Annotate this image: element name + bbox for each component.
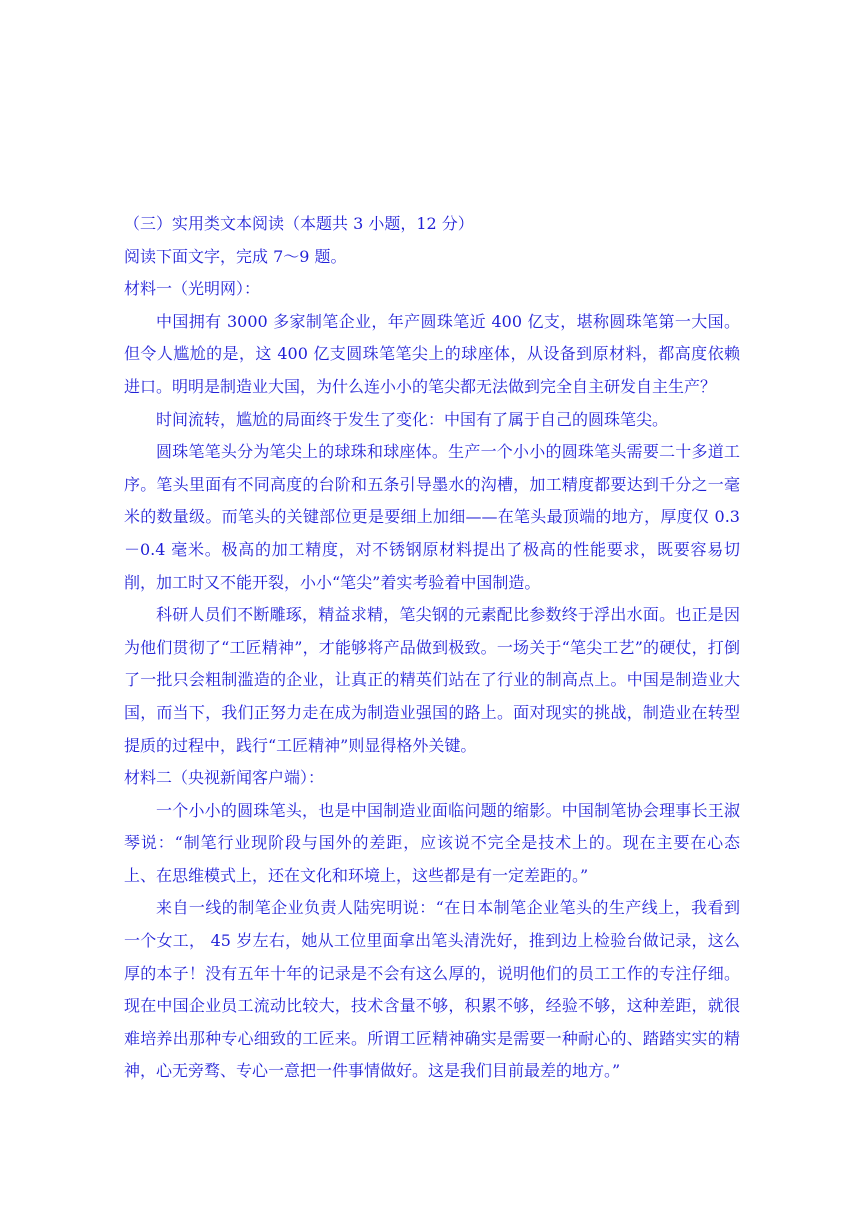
material-two-title: 材料二（央视新闻客户端）： [124,768,325,788]
reading-passage [124,208,740,1088]
material-two-paragraph: 一个小小的圆珠笔头，也是中国制造业面临问题的缩影。中国制笔协会理事长王淑琴说：“制笔行业现阶段与国外的差距，应该说不完全是技术上的。现在主要在心态上、在思维模式上，还在文化和环境上，这些都是有一定差距的。” [124,800,740,885]
material-one-paragraph: 科研人员们不断雕琢，精益求精，笔尖钢的元素配比参数终于浮出水面。也正是因为他们贯彻了“工匠精神”，才能够将产品做到极致。一场关于“笔尖工艺”的硬仗，打倒了一批只会粗制滥造的企业，让真正的精英们站在了行业的制高点上。中国是制造业大国，而当下，我们正努力走在成为制造业强国的路上。面对现实的挑战，制造业在转型提质的过程中，践行“工匠精神”则显得格外关键。 [124,605,740,755]
instruction-text: 阅读下面文字，完成 7～9 题。 [124,246,347,266]
material-one-paragraph: 时间流转，尴尬的局面终于发生了变化：中国有了属于自己的圆珠笔尖。 [156,409,669,429]
material-one-paragraph: 圆珠笔笔头分为笔尖上的球珠和球座体。生产一个小小的圆珠笔头需要二十多道工序。笔头里面有不同高度的台阶和五条引导墨水的沟槽，加工精度都要达到千分之一毫米的数量级。而笔头的关键部位更是要细上加细——在笔头最顶端的地方，厚度仅 0.3－0.4 毫米。极高的加工精度，对不锈钢原材料提出了极高的性能要求，既要容易切削，加工时又不能开裂，小小“笔尖”着实考验着中国制造。 [124,442,740,592]
material-one-paragraph: 中国拥有 3000 多家制笔企业，年产圆珠笔近 400 亿支，堪称圆珠笔第一大国。但令人尴尬的是，这 400 亿支圆珠笔笔尖上的球座体，从设备到原材料，都高度依赖进口。明明是制造业大国，为什么连小小的笔尖都无法做到完全自主研发自主生产？ [124,311,740,396]
section-heading: （三）实用类文本阅读（本题共 3 小题，12 分） [124,214,474,233]
material-two-paragraph: 来自一线的制笔企业负责人陆宪明说：“在日本制笔企业笔头的生产线上，我看到一个女工， 45 岁左右，她从工位里面拿出笔头清洗好，推到边上检验台做记录，这么厚的本子！没有五年十年的记录是不会有这么厚的，说明他们的员工工作的专注仔细。现在中国企业员工流动比较大，技术含量不够，积累不够，经验不够，这种差距，就很难培养出那种专心细致的工匠来。所谓工匠精神确实是需要一种耐心的、踏踏实实的精神，心无旁骛、专心一意把一件事情做好。这是我们目前最差的地方。” [124,898,740,1081]
material-one-title: 材料一（光明网）： [124,279,261,299]
